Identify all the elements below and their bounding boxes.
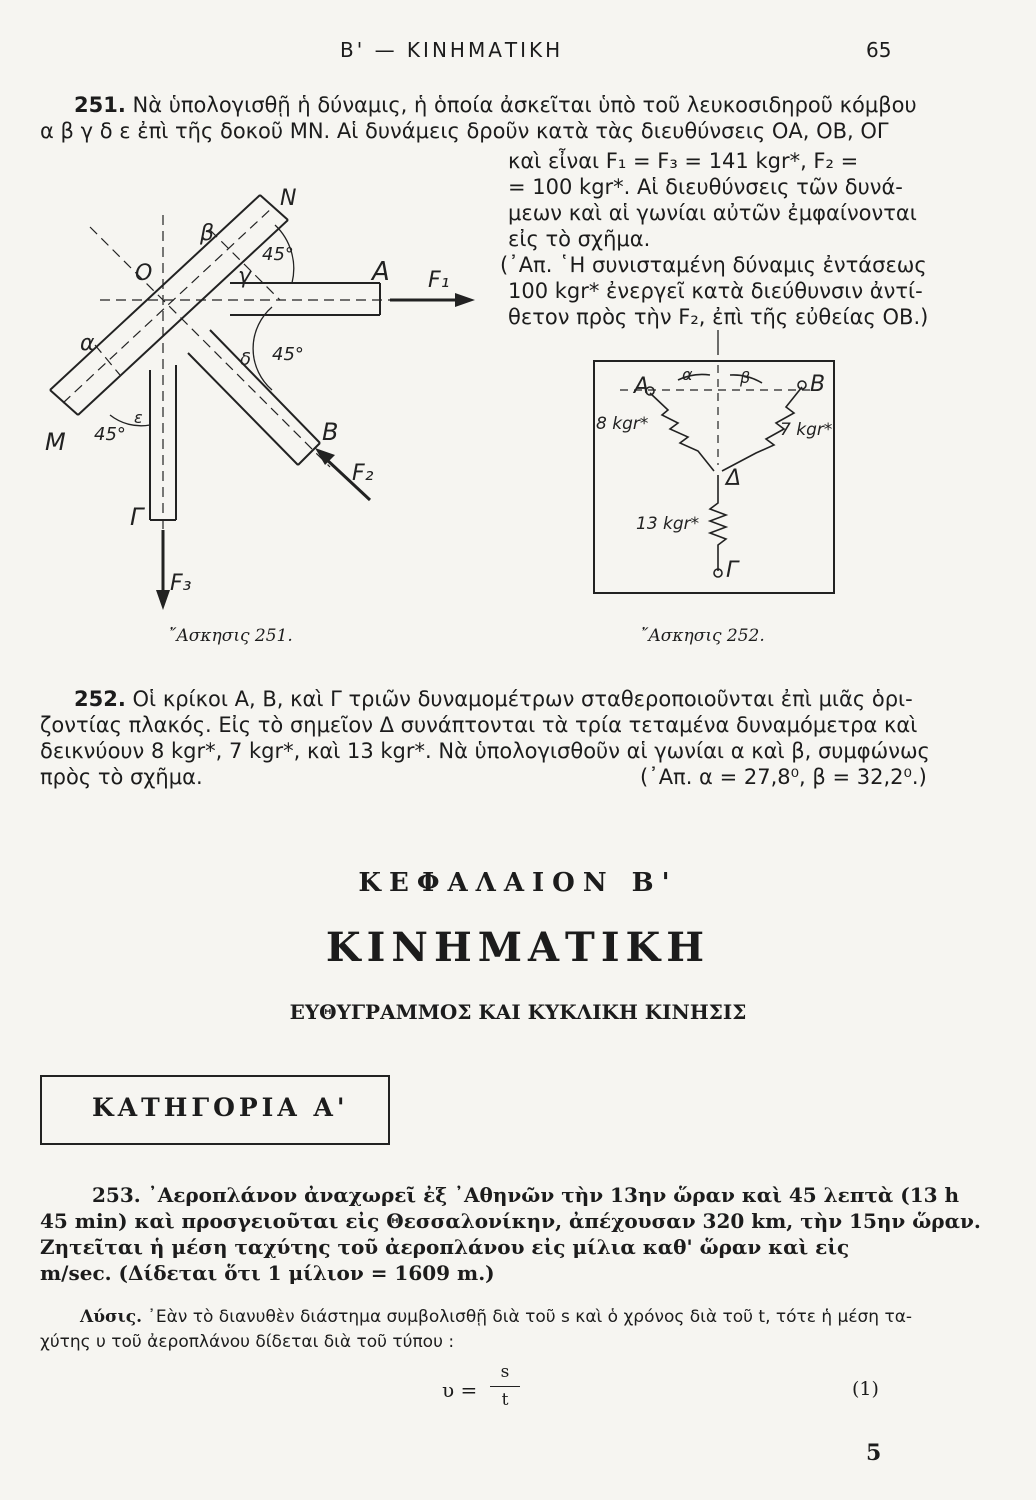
ex253-number: 253. [92,1183,141,1207]
fig252-label-beta: β [740,368,751,387]
fig252-caption: ῎Ασκησις 252. [640,626,765,646]
beam-mn-edge-1 [50,195,260,390]
ex251-line7: (᾿Απ. ῾Η συνισταμένη δύναμις ἐντάσεως [500,253,927,277]
formula-number: (1) [852,1378,879,1400]
axis-mn [63,207,273,403]
formula-fraction-bar [490,1386,520,1387]
ex252-line1 [74,686,913,712]
ex252-line2: ζοντίας πλακός. Εἰς τὸ σημεῖον Δ συνάπτονται τὰ τρία τεταμένα δυναμόμετρα καὶ [40,713,918,737]
fig251-label-alpha: α [80,331,95,356]
fig251-label-beta: β [200,221,215,246]
plate-frame [594,361,834,593]
fig251-label-45a: 45° [262,244,294,265]
page-number: 65 [866,38,892,62]
figure-252 [590,325,850,615]
fig251-label-45b: 45° [272,344,304,365]
ex251-line4: = 100 kgr*. Αἱ διευθύνσεις τῶν δυνά- [508,175,903,199]
ex252-text1: Οἱ κρίκοι Α, Β, καὶ Γ τριῶν δυναμομέτρων σταθεροποιοῦνται ἐπὶ μιᾶς ὁρι- [132,687,913,711]
ex252-line4: πρὸς τὸ σχῆμα. [40,765,203,789]
arrow-f1-head [455,293,475,307]
beam-mn-edge-2 [78,220,288,415]
guide-alpha [95,345,120,375]
fig251-label-n: N [280,186,297,211]
ex253-text1: ᾿Αεροπλάνον ἀναχωρεῖ ἐξ ᾿Αθηνῶν τὴν 13ην ὥραν καὶ 45 λεπτὰ (13 h [147,1183,960,1207]
chapter-number: ΚΕΦΑΛΑΙΟΝ Β' [358,868,678,898]
formula-denominator: t [501,1390,509,1410]
ex251-line1 [74,92,917,118]
ex252-line3: δεικνύουν 8 kgr*, 7 kgr*, καὶ 13 kgr*. Νὰ ὑπολογισθοῦν αἱ γωνίαι α καὶ β, συμφώνως [40,739,930,763]
fig251-label-gamma-cap: Γ [130,503,144,531]
arrow-f3-head [156,590,170,610]
ex251-line9: θετον πρὸς τὴν F₂, ἐπὶ τῆς εὐθείας ΟΒ.) [508,305,929,329]
ex251-line6: εἰς τὸ σχῆμα. [508,227,651,251]
ex251-line8: 100 kgr* ἐνεργεῖ κατὰ διεύθυνσιν ἀντί- [508,279,923,303]
solution-line2: χύτης υ τοῦ ἀεροπλάνου δίδεται διὰ τοῦ τύπου : [40,1332,455,1352]
spring-13 [710,475,726,571]
fig251-label-a: A [372,257,390,287]
fig252-label-a: A [634,374,650,399]
fig252-label-alpha: α [682,365,693,384]
fig252-label-gamma: Γ [726,558,739,583]
fig251-label-45c: 45° [94,424,126,445]
solution-text1: ᾿Εὰν τὸ διανυθὲν διάστημα συμβολισθῇ διὰ τοῦ s καὶ ὁ χρόνος διὰ τοῦ t, τότε ἡ μέση τα- [147,1307,913,1327]
solution-label: Λύσις. [80,1307,143,1327]
arrow-f2-head [315,448,335,465]
ex253-line4: m/sec. (Δίδεται ὅτι 1 μίλιον = 1609 m.) [40,1261,495,1285]
fig252-label-delta: Δ [726,466,742,491]
chapter-subtitle: ΕΥΘΥΓΡΑΜΜΟΣ ΚΑΙ ΚΥΚΛΙΚΗ ΚΙΝΗΣΙΣ [289,1000,747,1024]
fig251-label-epsilon: ε [134,408,143,427]
ex251-text1: Νὰ ὑπολογισθῇ ἡ δύναμις, ἡ ὁποία ἀσκεῖται ὑπὸ τοῦ λευκοσιδηροῦ κόμβου [132,93,917,117]
ex251-number: 251. [74,93,126,117]
fig251-label-delta: δ [240,349,252,370]
fig251-label-b: B [322,418,339,446]
formula-lhs: υ = [442,1378,478,1402]
formula-numerator: s [500,1362,510,1382]
ex253-line3: Ζητεῖται ἡ μέση ταχύτης τοῦ ἀεροπλάνου εἰς μίλια καθ' ὥραν καὶ εἰς [40,1235,850,1259]
fig252-label-b: B [810,372,826,397]
running-header: Β' — ΚΙΝΗΜΑΤΙΚΗ [340,38,564,62]
fig251-label-f1: F₁ [428,268,450,293]
category-box [40,1075,390,1145]
fig251-label-o: O [135,261,153,286]
ex251-line5: μεων καὶ αἱ γωνίαι αὐτῶν ἐμφαίνονται [508,201,917,225]
signature-mark: 5 [866,1440,882,1466]
ex251-line3: καὶ εἶναι F₁ = F₃ = 141 kgr*, F₂ = [508,149,859,173]
ex251-line2: α β γ δ ε ἐπὶ τῆς δοκοῦ ΜΝ. Αἱ δυνάμεις δροῦν κατὰ τὰς διευθύνσεις ΟΑ, ΟΒ, ΟΓ [40,119,889,143]
ex253-line1 [92,1182,959,1208]
solution-line1 [80,1305,912,1329]
ex253-line2: 45 min) καὶ προσγειοῦται εἰς Θεσσαλονίκην, ἀπέχουσαν 320 km, τὴν 15ην ὥραν. [40,1209,981,1233]
fig251-label-m: M [45,428,66,456]
fig252-label-8kgr: 8 kgr* [596,414,649,434]
chapter-title: ΚΙΝΗΜΑΤΙΚΗ [325,924,711,971]
category-label: ΚΑΤΗΓΟΡΙΑ Α' [92,1093,349,1122]
fig252-label-13kgr: 13 kgr* [636,514,700,534]
fig251-caption: ῎Ασκησις 251. [168,626,293,646]
fig251-label-f2: F₂ [352,461,374,486]
spring-8 [650,393,714,471]
fig251-label-f3: F₃ [170,571,192,596]
ex252-answer: (᾿Απ. α = 27,8⁰, β = 32,2⁰.) [640,765,927,789]
figure-251 [30,175,510,625]
fig251-label-gamma: γ [238,264,252,289]
ex252-number: 252. [74,687,126,711]
fig252-label-7kgr: 7 kgr* [780,420,833,440]
